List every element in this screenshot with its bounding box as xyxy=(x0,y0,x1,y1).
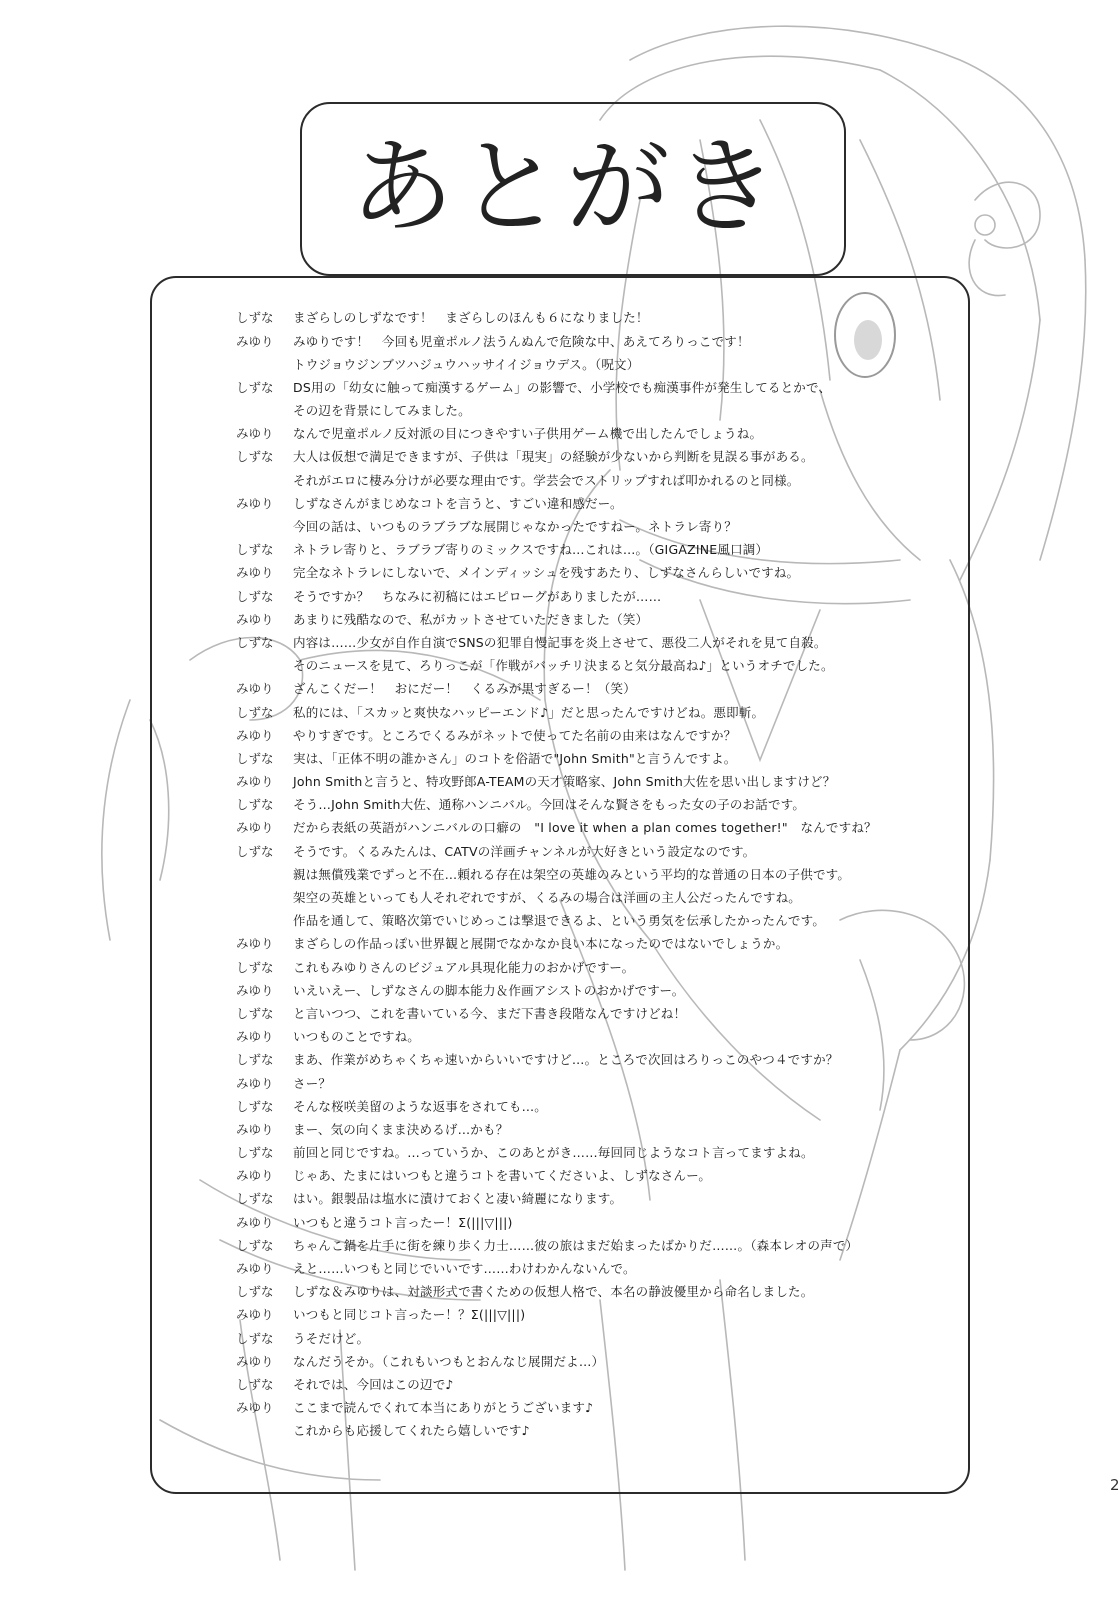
page-number: 2 xyxy=(1110,1476,1120,1494)
speaker-name: しずな xyxy=(236,1237,274,1253)
speaker-name: みゆり xyxy=(236,727,274,743)
speaker-name: しずな xyxy=(236,634,274,650)
speaker-name: みゆり xyxy=(236,1261,274,1277)
speaker-name: しずな xyxy=(236,1098,274,1114)
dialogue-line xyxy=(236,1304,956,1327)
dialogue-line xyxy=(236,887,956,910)
dialogue-text: 今回の話は、いつものラブラブな展開じゃなかったですねー。ネトラレ寄り？ xyxy=(293,519,738,535)
dialogue-line xyxy=(236,1258,956,1281)
dialogue-text: そんな桜咲美留のような返事をされても…。 xyxy=(293,1098,548,1114)
speaker-name: みゆり xyxy=(236,936,274,952)
dialogue-text: これもみゆりさんのビジュアル具現化能力のおかげですー。 xyxy=(293,959,635,975)
dialogue-text: なんだうそか。（これもいつもとおんなじ展開だよ…） xyxy=(293,1353,605,1369)
speaker-name: みゆり xyxy=(236,820,274,836)
speaker-name: しずな xyxy=(236,750,274,766)
speaker-name: みゆり xyxy=(236,565,274,581)
dialogue-line xyxy=(236,1003,956,1026)
dialogue-line xyxy=(236,1119,956,1142)
dialogue-text: 完全なネトラレにしないで、メインディッシュを残すあたり、しずなさんらしいですね。 xyxy=(293,565,800,581)
speaker-name: しずな xyxy=(236,542,274,558)
speaker-name: みゆり xyxy=(236,1307,274,1323)
speaker-name: みゆり xyxy=(236,982,274,998)
dialogue-text: 実は、「正体不明の誰かさん」のコトを俗語で"John Smith"と言うんですよ。 xyxy=(293,750,737,766)
dialogue-box xyxy=(150,276,970,1494)
speaker-name: みゆり xyxy=(236,426,274,442)
speaker-name: しずな xyxy=(236,797,274,813)
dialogue-line xyxy=(236,864,956,887)
dialogue-text: 前回と同じですね。…っていうか、このあとがき……毎回同じようなコト言ってますよね。 xyxy=(293,1145,814,1161)
dialogue-text: いつもと違うコト言ったー！Σ(|||▽|||) xyxy=(293,1214,513,1230)
dialogue-text: 内容は……少女が自作自演でSNSの犯罪自慢記事を炎上させて、悪役二人がそれを見て自殺。 xyxy=(293,634,827,650)
dialogue-text: はい。銀製品は塩水に漬けておくと凄い綺麗になります。 xyxy=(293,1191,623,1207)
dialogue-line xyxy=(236,353,956,376)
dialogue-text: いえいえー、しずなさんの脚本能力＆作画アシストのおかげですー。 xyxy=(293,982,685,998)
dialogue-text: それでは、今回はこの辺で♪ xyxy=(293,1376,454,1392)
speaker-name: しずな xyxy=(236,1145,274,1161)
dialogue-line xyxy=(236,724,956,747)
dialogue-text: ざんこくだー！ おにだー！ くるみが黒すぎるー！（笑） xyxy=(293,681,636,697)
dialogue-line xyxy=(236,1420,956,1443)
dialogue-text: その辺を背景にしてみました。 xyxy=(293,403,471,419)
speaker-name: しずな xyxy=(236,1376,274,1392)
page-title: あとがき xyxy=(350,126,783,248)
speaker-name: みゆり xyxy=(236,495,274,511)
dialogue-text: と言いつつ、これを書いている今、まだ下書き段階なんですけどね！ xyxy=(293,1005,687,1021)
dialogue-text: ちゃんこ鍋を片手に街を練り歩く力士……彼の旅はまだ始まったばかりだ……。（森本レオの声で） xyxy=(293,1237,859,1253)
dialogue-text: まざらしの作品っぽい世界観と展開でなかなか良い本になったのではないでしょうか。 xyxy=(293,936,789,952)
dialogue-text: さー？ xyxy=(293,1075,332,1091)
dialogue-text: 親は無償残業でずっと不在…頼れる存在は架空の英雄のみという平均的な普通の日本の子供です。 xyxy=(293,866,851,882)
dialogue-line xyxy=(236,794,956,817)
speaker-name: みゆり xyxy=(236,1029,274,1045)
dialogue-text: そう…John Smith大佐、通称ハンニバル。今回はそんな賢さをもった女の子のお話です。 xyxy=(293,797,806,813)
dialogue-text: ここまで読んでくれて本当にありがとうございます♪ xyxy=(293,1400,594,1416)
dialogue-line xyxy=(236,377,956,400)
dialogue-line xyxy=(236,748,956,771)
dialogue-text: トウジョウジンブツハジュウハッサイイジョウデス。（呪文） xyxy=(293,356,640,372)
dialogue-text: だから表紙の英語がハンニバルの口癖の "I love it when a plan comes together!" なんですね？ xyxy=(293,820,877,836)
dialogue-line xyxy=(236,1350,956,1373)
dialogue-text: しずな＆みゆりは、対談形式で書くための仮想人格で、本名の静波優里から命名しました。 xyxy=(293,1284,814,1300)
dialogue-line xyxy=(236,469,956,492)
dialogue-text: なんで児童ポルノ反対派の目につきやすい子供用ゲーム機で出したんでしょうね。 xyxy=(293,426,763,442)
dialogue-line xyxy=(236,979,956,1002)
speaker-name: みゆり xyxy=(236,1214,274,1230)
speaker-name: みゆり xyxy=(236,1075,274,1091)
dialogue-line xyxy=(236,446,956,469)
dialogue-line xyxy=(236,933,956,956)
dialogue-text: 架空の英雄といっても人それぞれですが、くるみの場合は洋画の主人公だったんですね。 xyxy=(293,890,802,906)
speaker-name: しずな xyxy=(236,704,274,720)
dialogue-line xyxy=(236,585,956,608)
dialogue-text: しずなさんがまじめなコトを言うと、すごい違和感だー。 xyxy=(293,495,623,511)
dialogue-text: じゃあ、たまにはいつもと違うコトを書いてくださいよ、しずなさんー。 xyxy=(293,1168,712,1184)
dialogue-text: まあ、作業がめちゃくちゃ速いからいいですけど…。ところで次回はろりっこのやつ４ですか？ xyxy=(293,1052,839,1068)
dialogue-line xyxy=(236,1026,956,1049)
dialogue-text: 作品を通して、策略次第でいじめっこは撃退できるよ、という勇気を伝承したかったんです。 xyxy=(293,913,826,929)
dialogue-line xyxy=(236,1211,956,1234)
dialogue-text: 大人は仮想で満足できますが、子供は「現実」の経験が少ないから判断を見誤る事がある。 xyxy=(293,449,814,465)
dialogue-text: そのニュースを見て、ろりっこが「作戦がバッチリ決まると気分最高ね♪」というオチでした。 xyxy=(293,658,834,674)
title-box xyxy=(300,102,846,276)
dialogue-text: ネトラレ寄りと、ラブラブ寄りのミックスですね…これは…。（GIGAZINE風口調） xyxy=(293,542,769,558)
dialogue-text: John Smithと言うと、特攻野郎A-TEAMの天才策略家、John Smith大佐を思い出しますけど？ xyxy=(293,774,836,790)
dialogue-line xyxy=(236,307,956,330)
dialogue-line xyxy=(236,1049,956,1072)
speaker-name: みゆり xyxy=(236,1353,274,1369)
dialogue-text: みゆりです！ 今回も児童ポルノ法うんぬんで危険な中、あえてろりっこです！ xyxy=(293,333,750,349)
dialogue-line xyxy=(236,1374,956,1397)
speaker-name: みゆり xyxy=(236,681,274,697)
dialogue-line xyxy=(236,840,956,863)
dialogue-line xyxy=(236,1235,956,1258)
dialogue-line xyxy=(236,817,956,840)
dialogue-line xyxy=(236,910,956,933)
dialogue-line xyxy=(236,1188,956,1211)
dialogue-line xyxy=(236,423,956,446)
speaker-name: みゆり xyxy=(236,774,274,790)
dialogue-text: うそだけど。 xyxy=(293,1330,370,1346)
speaker-name: しずな xyxy=(236,1052,274,1068)
dialogue-line xyxy=(236,608,956,631)
speaker-name: みゆり xyxy=(236,1121,274,1137)
dialogue-line xyxy=(236,1165,956,1188)
dialogue-text: あまりに残酷なので、私がカットさせていただきました（笑） xyxy=(293,611,649,627)
speaker-name: しずな xyxy=(236,1284,274,1300)
dialogue-line xyxy=(236,1072,956,1095)
speaker-name: みゆり xyxy=(236,333,274,349)
dialogue-text: えと……いつもと同じでいいです……わけわかんないんで。 xyxy=(293,1261,636,1277)
speaker-name: みゆり xyxy=(236,1400,274,1416)
dialogue-text: いつもと同じコト言ったー！？Σ(|||▽|||) xyxy=(293,1307,526,1323)
dialogue-line xyxy=(236,400,956,423)
dialogue-text: そうですか？ ちなみに初稿にはエピローグがありましたが…… xyxy=(293,588,662,604)
dialogue-line xyxy=(236,1095,956,1118)
speaker-name: しずな xyxy=(236,310,274,326)
dialogue-line xyxy=(236,516,956,539)
dialogue-text: それがエロに棲み分けが必要な理由です。学芸会でストリップすれば叩かれるのと同様。 xyxy=(293,472,800,488)
dialogue-text: 私的には、「スカッと爽快なハッピーエンド♪」だと思ったんですけどね。悪即斬。 xyxy=(293,704,765,720)
dialogue-line xyxy=(236,493,956,516)
dialogue-line xyxy=(236,632,956,655)
speaker-name: しずな xyxy=(236,588,274,604)
speaker-name: しずな xyxy=(236,449,274,465)
speaker-name: しずな xyxy=(236,1191,274,1207)
dialogue-line xyxy=(236,701,956,724)
dialogue-line xyxy=(236,1327,956,1350)
dialogue-line xyxy=(236,1397,956,1420)
dialogue-line xyxy=(236,539,956,562)
dialogue-text: やりすぎです。ところでくるみがネットで使ってた名前の由来はなんですか？ xyxy=(293,727,737,743)
dialogue-list xyxy=(236,307,956,1443)
dialogue-text: いつものことですね。 xyxy=(293,1029,421,1045)
dialogue-text: そうです。くるみたんは、CATVの洋画チャンネルが大好きという設定なのです。 xyxy=(293,843,756,859)
speaker-name: しずな xyxy=(236,379,274,395)
speaker-name: みゆり xyxy=(236,611,274,627)
dialogue-line xyxy=(236,1142,956,1165)
speaker-name: しずな xyxy=(236,959,274,975)
dialogue-text: DS用の「幼女に触って痴漢するゲーム」の影響で、小学校でも痴漢事件が発生してるとかで、 xyxy=(293,379,832,395)
dialogue-line xyxy=(236,562,956,585)
dialogue-line xyxy=(236,655,956,678)
speaker-name: みゆり xyxy=(236,1168,274,1184)
dialogue-text: これからも応援してくれたら嬉しいです♪ xyxy=(293,1423,530,1439)
dialogue-line xyxy=(236,678,956,701)
dialogue-line xyxy=(236,956,956,979)
dialogue-text: まざらしのしずなです！ まざらしのほんも６になりました！ xyxy=(293,310,649,326)
dialogue-line xyxy=(236,330,956,353)
dialogue-line xyxy=(236,771,956,794)
speaker-name: しずな xyxy=(236,843,274,859)
dialogue-line xyxy=(236,1281,956,1304)
speaker-name: しずな xyxy=(236,1330,274,1346)
dialogue-text: まー、気の向くまま決めるげ…かも？ xyxy=(293,1121,509,1137)
speaker-name: しずな xyxy=(236,1005,274,1021)
